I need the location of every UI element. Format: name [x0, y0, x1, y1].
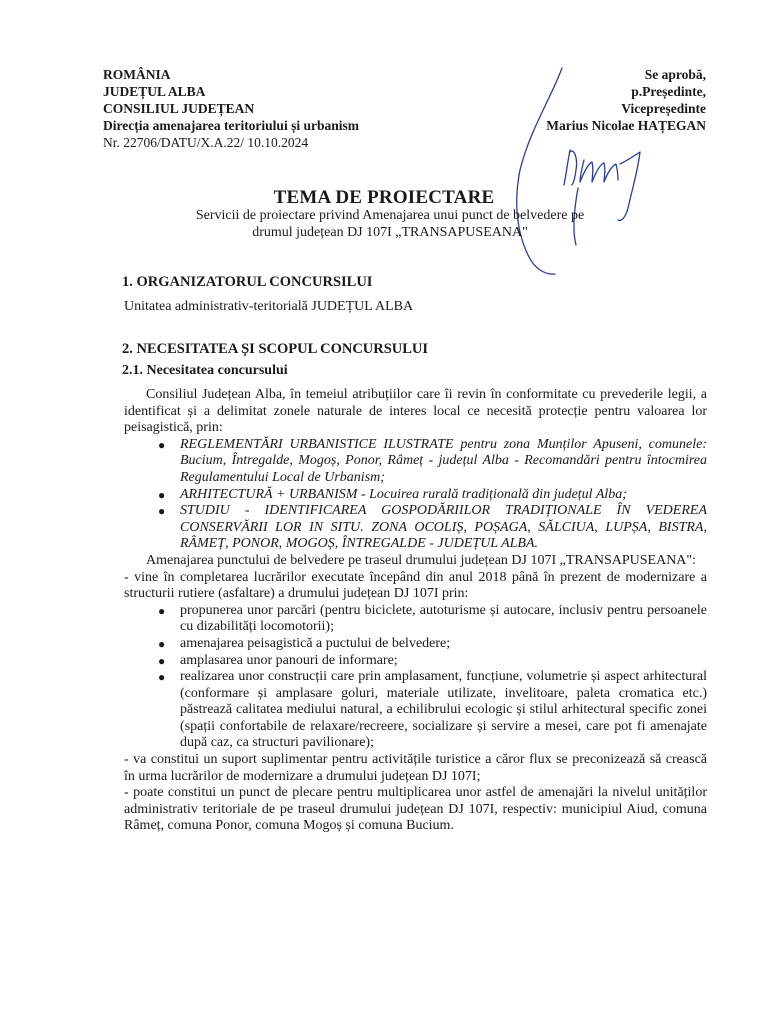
signature-graphic — [500, 60, 670, 285]
issuer-department: Direcția amenajarea teritoriului și urbanism — [103, 118, 359, 133]
signature-stroke-1 — [564, 150, 577, 185]
bullet-icon: ● — [158, 487, 166, 502]
approval-label: Se aprobă, — [644, 67, 706, 82]
intro-paragraph: Consiliul Județean Alba, în temeiul atribuțiilor care îi revin în conformitate cu prevederile legii, a identificat și a delimitat zonele naturale de interes local ce necesită protecție pentru valoarea lor peisagistică, prin: — [124, 387, 707, 436]
subtitle-line-2: drumul județean DJ 107I „TRANSAPUSEANA" — [252, 225, 528, 240]
list-item — [158, 669, 707, 752]
section-1-heading: 1. ORGANIZATORUL CONCURSILUI — [122, 274, 373, 290]
issuer-county: JUDEȚUL ALBA — [103, 84, 206, 99]
approval-name: Marius Nicolae HAȚEGAN — [546, 118, 706, 133]
issuer-country: ROMÂNIA — [103, 67, 171, 82]
list-item — [158, 635, 707, 653]
registration-number: Nr. 22706/DATU/X.A.22/ 10.10.2024 — [103, 135, 309, 150]
document-title: TEMA DE PROIECTARE — [273, 187, 495, 208]
approval-role: p.Președinte, — [631, 84, 706, 99]
paragraph-3: - vine în completarea lucrărilor executate începând din anul 2018 până în prezent de modernizare a structurii rutiere (asfaltare) a drumului județean DJ 107I prin: — [124, 569, 707, 602]
bullet-list — [124, 603, 707, 752]
signature-stroke-2 — [580, 160, 618, 182]
list-item-text: STUDIU - IDENTIFICAREA GOSPODĂRIILOR TRADIȚIONALE ÎN VEDEREA CONSERVĂRII LOR IN SITU. ZONA OCOLIȘ, POȘAGA, SĂLCIUA, LUPȘA, BISTRA, RÂMEȚ, PONOR, MOGOȘ, ÎNTREGALDE - JUDEȚUL ALBA. — [180, 503, 707, 552]
section-2-body — [124, 387, 707, 835]
bullet-icon: ● — [158, 437, 166, 452]
list-item — [158, 652, 707, 670]
subtitle-line-1: Servicii de proiectare privind Amenajarea unui punct de belvedere pe — [195, 208, 585, 223]
section-1-text: Unitatea administrativ-teritorială JUDEȚUL ALBA — [124, 299, 414, 314]
section-2-heading: 2. NECESITATEA ȘI SCOPUL CONCURSULUI — [122, 341, 429, 357]
paragraph-2: Amenajarea punctului de belvedere pe traseul drumului județean DJ 107I „TRANSAPUSEANA": — [146, 552, 697, 568]
bullet-icon: ● — [158, 653, 166, 668]
list-item — [158, 436, 707, 487]
bullet-icon: ● — [158, 603, 166, 618]
paragraph-4: - va constitui un suport suplimentar pentru activitățile turistice a căror flux se preconizează să crească în urma lucrărilor de modernizare a drumului județean DJ 107I; — [124, 752, 707, 784]
section-2-1-heading: 2.1. Necesitatea concursului — [122, 363, 288, 378]
list-item-text: ARHITECTURĂ + URBANISM - Locuirea rurală tradițională din județul Alba; — [180, 486, 627, 502]
issuer-council: CONSILIUL JUDEȚEAN — [103, 101, 255, 116]
issuer-block — [103, 66, 359, 151]
signature-loop-stroke — [517, 68, 562, 274]
list-item-text: amenajarea peisagistică a puctului de belvedere; — [180, 635, 451, 651]
list-item — [158, 486, 707, 504]
document-subtitle — [150, 207, 630, 241]
italic-bullet-list — [124, 437, 707, 553]
approval-title: Vicepreședinte — [621, 101, 706, 116]
bullet-icon: ● — [158, 670, 166, 685]
list-item — [158, 503, 707, 553]
bullet-icon: ● — [158, 504, 166, 519]
paragraph-5: - poate constitui un punct de plecare pentru multiplicarea unor astfel de amenajări la nivelul unităților administrativ teritoriale de pe traseul drumului județean DJ 107I, respectiv: municipiul Aiud, comuna Râmeț, comuna Ponor, comuna Mogoș și comuna Bucium. — [124, 785, 707, 834]
bullet-icon: ● — [158, 636, 166, 651]
list-item-text: REGLEMENTĂRI URBANISTICE ILUSTRATE pentru zona Munților Apuseni, comunele: Bucium, Întregalde, Mogoș, Ponor, Râmeț - județul Alba - Recomandări pentru întocmirea Regulamentului Local de Urbanism; — [180, 436, 707, 485]
list-item-text: realizarea unor construcții care prin amplasament, funcțiune, volumetrie și aspect arhitectural (conformare și amplasare goluri, materiale utilizate, invelitoare, paleta cromatica etc.) păstrează calitatea mediului natural, a echilibrului ecologic și stilul arhitectural specific zonei (spații confortabile de relaxare/recreere, socializare și servire a mesei, care pot fi amenajate după caz, ca structuri pavilionare); — [180, 669, 707, 751]
list-item-text: propunerea unor parcări (pentru biciclete, autoturisme și autocare, inclusiv pentru persoanele cu dizabilități locomotorii); — [180, 602, 707, 635]
list-item-text: amplasarea unor panouri de informare; — [180, 652, 398, 668]
list-item — [158, 602, 707, 636]
